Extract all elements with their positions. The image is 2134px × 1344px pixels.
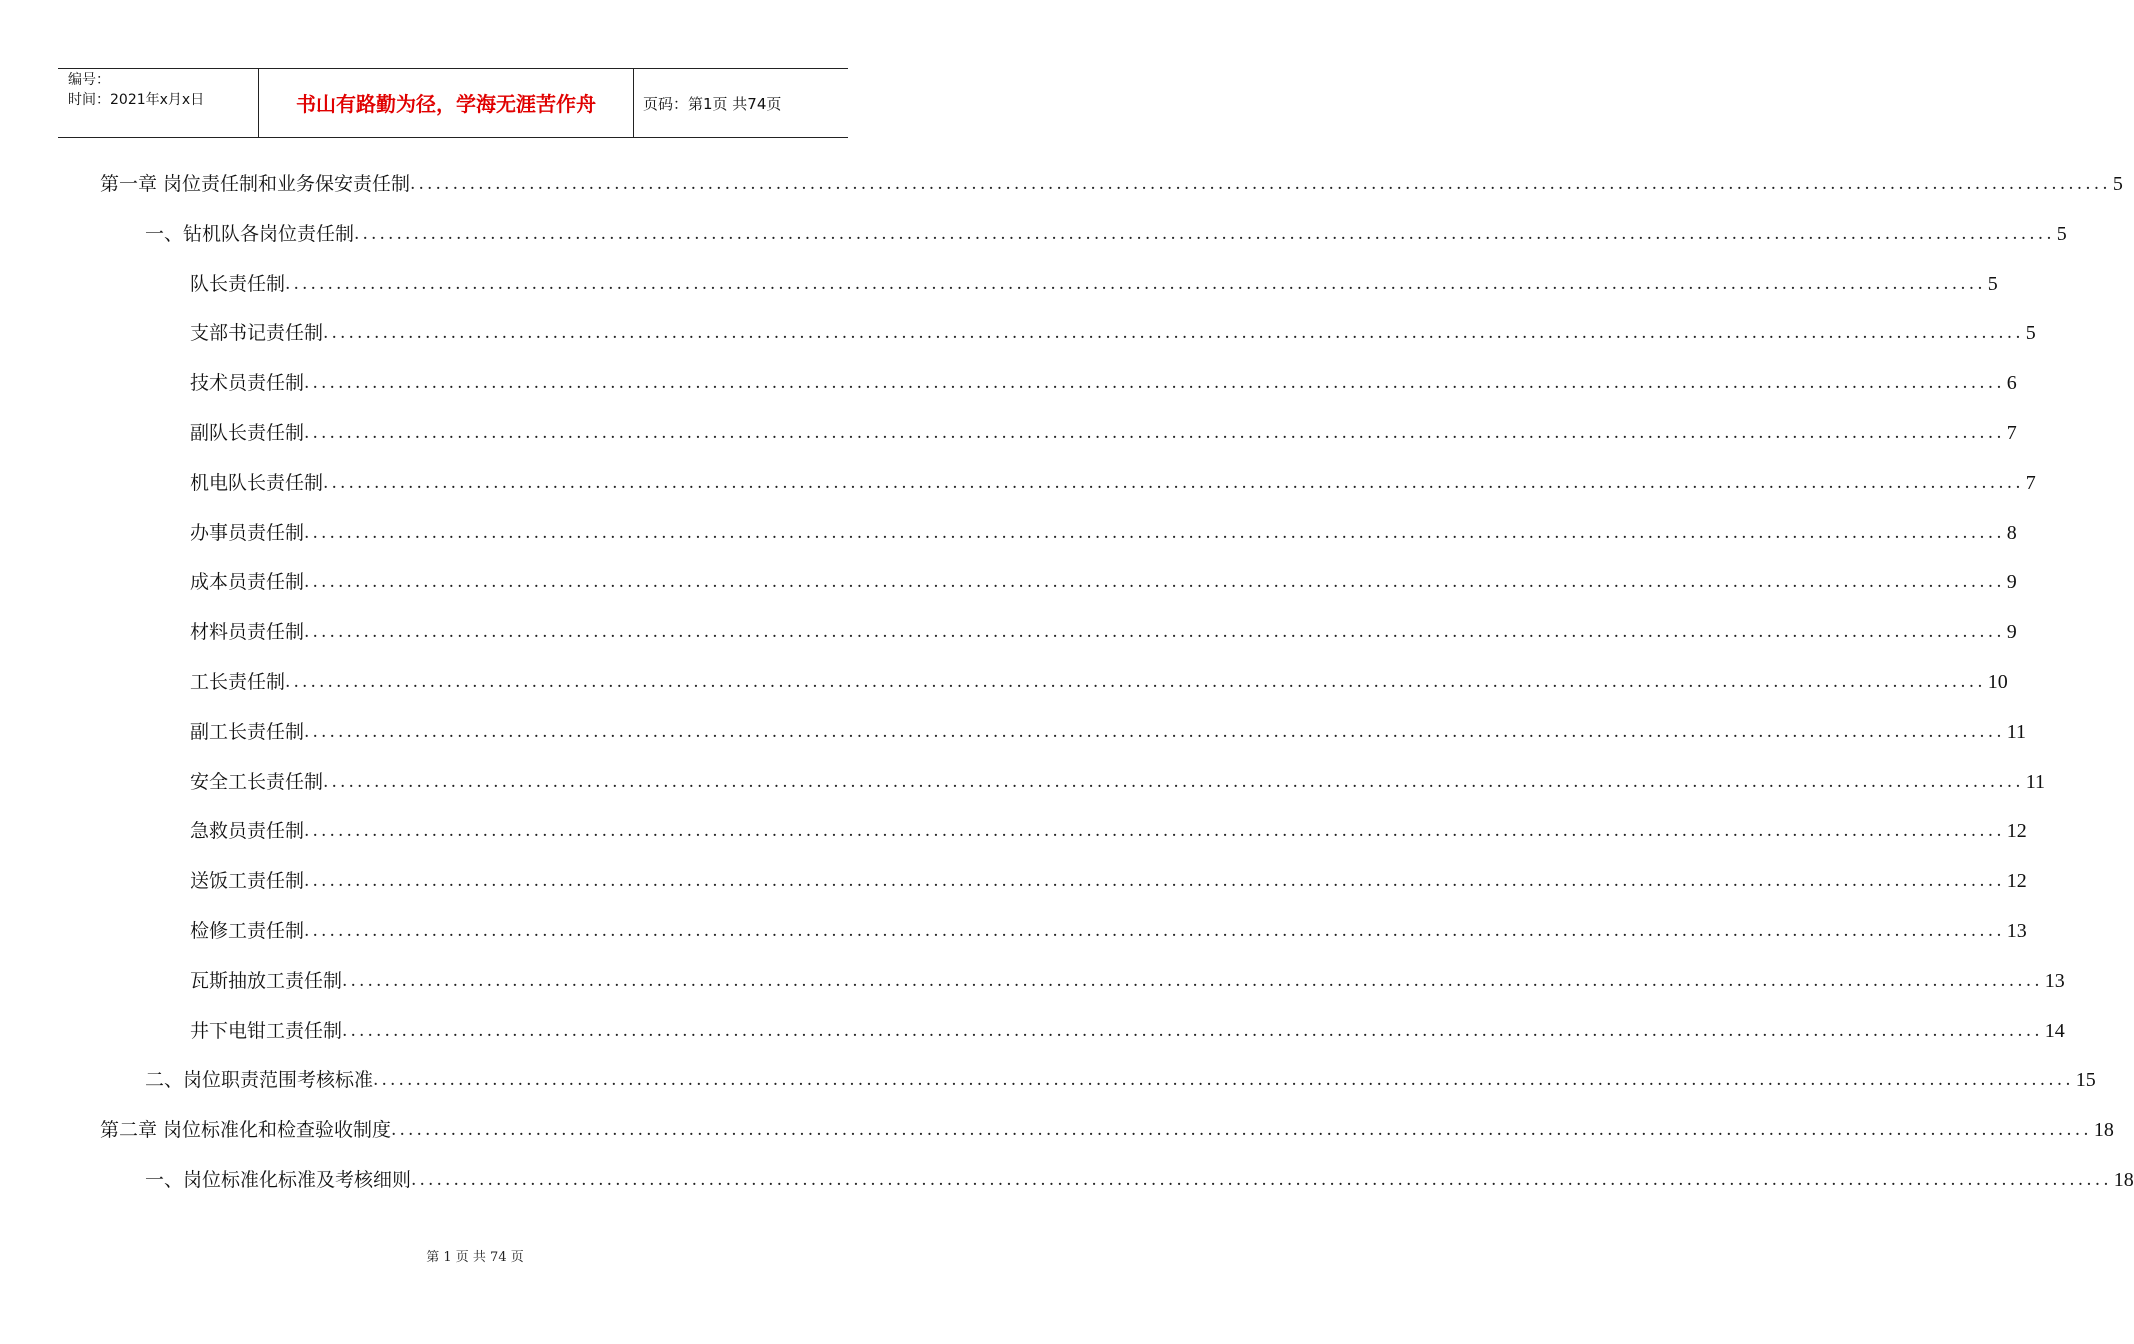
toc-dot-leader: ........................................................................................................................................................................................................ [354, 224, 2055, 244]
toc-dot-leader: ........................................................................................................................................................................................................ [391, 1120, 2092, 1140]
toc-entry-page-number: 18 [2093, 1119, 2114, 1141]
toc-entry[interactable] [190, 864, 2027, 894]
toc-entry-title: 检修工责任制 [190, 920, 305, 942]
toc-entry[interactable] [190, 1014, 2065, 1044]
toc-entry-page-number: 11 [2006, 721, 2027, 743]
toc-entry-page-number: 6 [2006, 372, 2017, 394]
toc-entry[interactable] [190, 665, 2008, 695]
toc-dot-leader: ........................................................................................................................................................................................................ [304, 871, 2005, 891]
toc-entry-page-number: 5 [1987, 273, 1998, 295]
toc-entry-page-number: 5 [2025, 322, 2036, 344]
toc-entry[interactable] [190, 964, 2065, 994]
serial-number-label: 编号： [68, 72, 110, 88]
toc-dot-leader: ........................................................................................................................................................................................................ [304, 722, 2005, 742]
toc-entry-page-number: 13 [2006, 920, 2027, 942]
toc-entry[interactable] [190, 715, 2027, 745]
toc-entry-title: 安全工长责任制 [190, 771, 324, 793]
toc-entry[interactable] [190, 914, 2027, 944]
toc-entry-title: 副队长责任制 [190, 422, 305, 444]
toc-entry-title: 技术员责任制 [190, 372, 305, 394]
toc-entry[interactable] [190, 814, 2027, 844]
toc-dot-leader: ........................................................................................................................................................................................................ [342, 1021, 2043, 1041]
toc-entry-page-number: 9 [2006, 621, 2017, 643]
toc-entry[interactable] [190, 516, 2017, 546]
toc-entry[interactable] [100, 1113, 2114, 1143]
toc-dot-leader: ........................................................................................................................................................................................................ [304, 373, 2005, 393]
toc-entry[interactable] [190, 565, 2017, 595]
toc-dot-leader: ........................................................................................................................................................................................................ [323, 323, 2024, 343]
toc-entry-title: 一、岗位标准化标准及考核细则 [145, 1169, 412, 1191]
toc-entry-title: 第二章 岗位标准化和检查验收制度 [100, 1119, 392, 1141]
toc-entry-title: 办事员责任制 [190, 522, 305, 544]
toc-entry-page-number: 11 [2025, 771, 2046, 793]
toc-entry-title: 机电队长责任制 [190, 472, 324, 494]
toc-entry-title: 二、岗位职责范围考核标准 [145, 1069, 374, 1091]
toc-dot-leader: ........................................................................................................................................................................................................ [304, 921, 2005, 941]
page-footer: 第 1 页 共 74 页 [426, 1250, 524, 1265]
toc-dot-leader: ........................................................................................................................................................................................................ [411, 1170, 2112, 1190]
toc-entry-title: 一、钻机队各岗位责任制 [145, 223, 355, 245]
toc-dot-leader: ........................................................................................................................................................................................................ [342, 971, 2043, 991]
toc-entry[interactable] [190, 366, 2017, 396]
toc-entry-title: 队长责任制 [190, 273, 286, 295]
toc-entry-title: 支部书记责任制 [190, 322, 324, 344]
toc-dot-leader: ........................................................................................................................................................................................................ [304, 423, 2005, 443]
toc-entry-title: 瓦斯抽放工责任制 [190, 970, 343, 992]
toc-entry[interactable] [190, 267, 1998, 297]
toc-entry[interactable] [190, 416, 2017, 446]
toc-entry-page-number: 12 [2006, 820, 2027, 842]
toc-entry-title: 材料员责任制 [190, 621, 305, 643]
toc-entry-title: 急救员责任制 [190, 820, 305, 842]
toc-entry[interactable] [145, 1163, 2134, 1193]
toc-dot-leader: ........................................................................................................................................................................................................ [323, 772, 2024, 792]
toc-entry[interactable] [145, 1063, 2096, 1093]
toc-entry-title: 成本员责任制 [190, 571, 305, 593]
toc-dot-leader: ........................................................................................................................................................................................................ [373, 1070, 2074, 1090]
toc-dot-leader: ........................................................................................................................................................................................................ [323, 473, 2024, 493]
toc-dot-leader: ........................................................................................................................................................................................................ [304, 821, 2005, 841]
toc-dot-leader: ........................................................................................................................................................................................................ [304, 523, 2005, 543]
toc-entry-page-number: 5 [2112, 173, 2123, 195]
toc-entry-title: 第一章 岗位责任制和业务保安责任制 [100, 173, 411, 195]
toc-entry-page-number: 5 [2056, 223, 2067, 245]
toc-entry[interactable] [145, 217, 2067, 247]
date-label: 时间：2021年x月x日 [68, 92, 205, 108]
toc-entry[interactable] [190, 765, 2046, 795]
toc-entry[interactable] [190, 316, 2036, 346]
toc-entry-page-number: 18 [2113, 1169, 2134, 1191]
toc-entry-page-number: 10 [1987, 671, 2008, 693]
toc-entry-page-number: 14 [2044, 1020, 2065, 1042]
page-info: 页码：第1页 共74页 [643, 95, 782, 113]
toc-entry-page-number: 13 [2044, 970, 2065, 992]
toc-entry-page-number: 7 [2025, 472, 2036, 494]
toc-entry-page-number: 7 [2006, 422, 2017, 444]
toc-dot-leader: ........................................................................................................................................................................................................ [304, 572, 2005, 592]
toc-entry-page-number: 12 [2006, 870, 2027, 892]
toc-entry[interactable] [100, 167, 2123, 197]
toc-entry[interactable] [190, 615, 2017, 645]
toc-entry-page-number: 15 [2075, 1069, 2096, 1091]
toc-entry-title: 副工长责任制 [190, 721, 305, 743]
toc-entry-title: 井下电钳工责任制 [190, 1020, 343, 1042]
toc-entry-page-number: 8 [2006, 522, 2017, 544]
toc-entry[interactable] [190, 466, 2036, 496]
toc-entry-title: 送饭工责任制 [190, 870, 305, 892]
toc-dot-leader: ........................................................................................................................................................................................................ [285, 274, 1986, 294]
toc-dot-leader: ........................................................................................................................................................................................................ [304, 622, 2005, 642]
motto-text: 书山有路勤为径，学海无涯苦作舟 [296, 92, 596, 116]
toc-dot-leader: ........................................................................................................................................................................................................ [410, 174, 2111, 194]
toc-entry-page-number: 9 [2006, 571, 2017, 593]
toc-entry-title: 工长责任制 [190, 671, 286, 693]
toc-dot-leader: ........................................................................................................................................................................................................ [285, 672, 1986, 692]
